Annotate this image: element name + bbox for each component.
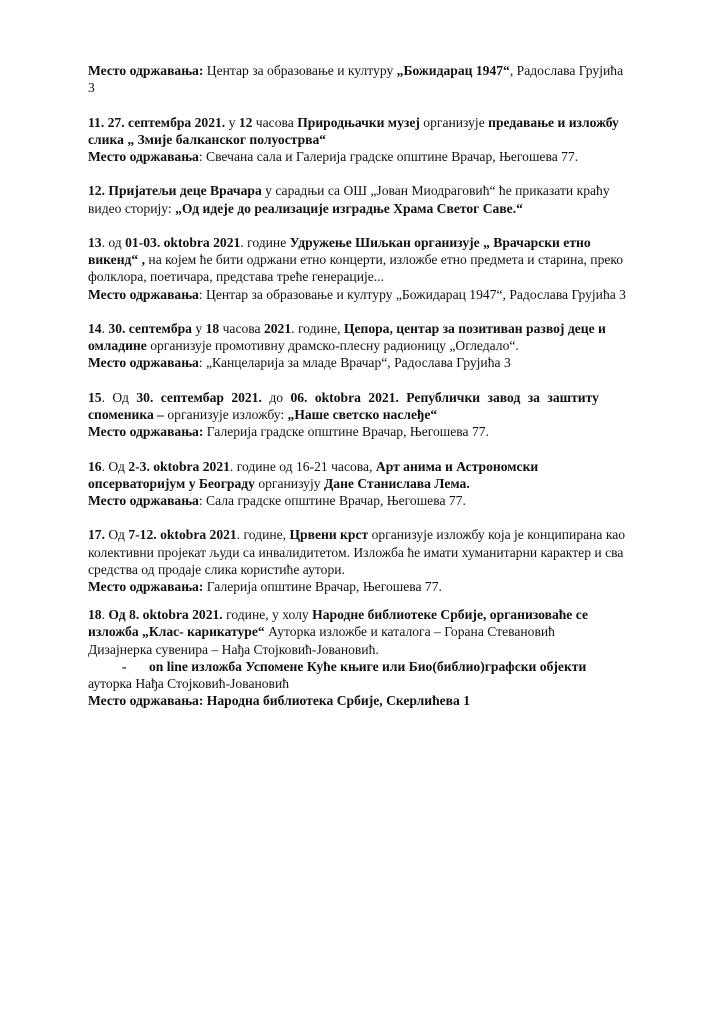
location-text: Галерија општине Врачар, Његошева 77. bbox=[203, 578, 442, 594]
text: године, у холу bbox=[222, 607, 313, 623]
text: у bbox=[191, 320, 206, 336]
event-title-cont: слика „ Змије балканског полуострва“ bbox=[88, 131, 327, 147]
organizer-cont: омладине bbox=[88, 338, 147, 354]
event-item-15 bbox=[88, 389, 688, 441]
bullet-item bbox=[88, 658, 688, 675]
item-number: 16 bbox=[88, 458, 102, 474]
text: . године bbox=[240, 234, 290, 250]
event-description: фолклора, поетичара, представа треће генерације... bbox=[88, 269, 384, 285]
event-title: „Наше светско наслеђе“ bbox=[287, 406, 438, 422]
event-title: изложба „Клас- карикатуре“ bbox=[88, 624, 265, 640]
text: до bbox=[261, 389, 291, 405]
event-title: „Од идеје до реализације изградње Храма Светог Саве.“ bbox=[175, 200, 523, 216]
event-item-17 bbox=[88, 526, 688, 595]
text: . године, bbox=[291, 320, 344, 336]
event-date: 2-3. oktobra 2021 bbox=[128, 458, 230, 474]
event-credits-cont: ауторка Нађа Стојковић-Јовановић bbox=[88, 676, 290, 691]
event-time: 12 bbox=[238, 114, 253, 130]
text: у сарадњи са ОШ „Јован Миодраговић“ ће приказати краћу bbox=[261, 183, 610, 199]
text: организује изложбу: bbox=[163, 406, 288, 422]
text: . Од bbox=[101, 458, 129, 474]
event-date: 7-12. oktobra 2021 bbox=[128, 527, 237, 543]
location-text: : „Канцеларија за младе Врачар“, Радослава Грујића 3 bbox=[198, 355, 511, 371]
location-line: Место одржавања: Народна библиотека Србије, Скерлићева 1 bbox=[88, 693, 471, 709]
text: часова bbox=[219, 320, 264, 336]
event-description: колективни пројекат људи са инвалидитетом. Изложба ће имати хуманитарни карактер и сва bbox=[88, 544, 624, 560]
location-label: Место одржавања: bbox=[88, 578, 204, 594]
event-time: 18 bbox=[205, 320, 220, 336]
location-text: Центар за образовање и културу bbox=[203, 63, 397, 78]
location-label: Место одржавања bbox=[88, 149, 199, 164]
text: . bbox=[101, 607, 109, 623]
event-credits: Дизајнерка сувенира – Нађа Стојковић-Јовановић. bbox=[88, 641, 379, 657]
item-number: 14 bbox=[88, 320, 102, 336]
event-date: 11. 27. септембра 2021. bbox=[88, 114, 226, 130]
text: . године од 16-21 часова, bbox=[229, 458, 376, 474]
bullet-text: on line изложба Успомене Куће књиге или Био(библио)графски објекти bbox=[149, 658, 587, 674]
event-date-start: 30. септембар 2021. bbox=[136, 389, 262, 405]
text: организују bbox=[254, 475, 324, 491]
organizer-cont: опсерваторијум у Београду bbox=[88, 475, 255, 491]
text: видео сторију: bbox=[88, 200, 176, 216]
location-address: , Радослава Грујића bbox=[509, 63, 624, 78]
location-label: Место одржавања bbox=[88, 492, 199, 508]
text: Од bbox=[105, 527, 129, 543]
location-text: : Сала градске општине Врачар, Његошева 77. bbox=[198, 492, 466, 508]
event-description-cont: средства од продаје слика користиће аутори. bbox=[88, 561, 345, 577]
event-item-12 bbox=[88, 182, 688, 216]
event-title-cont: викенд“ , bbox=[88, 252, 146, 268]
location-label: Место одржавања: bbox=[88, 424, 204, 440]
event-date: 30. септембра bbox=[108, 320, 192, 336]
location-text: : Центар за образовање и културу „Божидарац 1947“, Радослава Грујића 3 bbox=[198, 286, 626, 302]
organizer: Удружење Шиљкан организује „ Врачарски етно bbox=[289, 234, 591, 250]
text: организује промотивну драмско-плесну радионицу „Огледало“. bbox=[146, 338, 519, 354]
item-number: 15 bbox=[88, 389, 102, 405]
intro-location-line-2: 3 bbox=[88, 80, 95, 96]
organizer-cont: споменика – bbox=[88, 406, 164, 422]
text: организује изложбу која је конципирана као bbox=[368, 527, 626, 543]
event-date: 01-03. oktobra 2021 bbox=[125, 234, 241, 250]
organizer: 06. oktobra 2021. Републички завод за заштиту bbox=[290, 389, 599, 405]
intro-location-line bbox=[88, 62, 688, 79]
event-title: предавање и изложбу bbox=[488, 114, 619, 130]
text: часова bbox=[252, 114, 298, 130]
organizer: Цепора, центар за позитиван развој деце и bbox=[343, 320, 606, 336]
event-date: Од 8. oktobra 2021. bbox=[108, 607, 223, 623]
item-number: 13 bbox=[88, 234, 102, 250]
document-page bbox=[88, 62, 688, 709]
location-label: Место одржавања bbox=[88, 355, 199, 371]
event-year: 2021 bbox=[263, 320, 292, 336]
item-number: 18 bbox=[88, 607, 102, 623]
text: организује bbox=[419, 114, 489, 130]
location-label: Место одржавања bbox=[88, 286, 199, 302]
organizer: Народне библиотеке Србије, организоваће се bbox=[312, 607, 588, 623]
bullet-dash: - bbox=[122, 658, 127, 674]
text: . године, bbox=[236, 527, 290, 543]
organizer: Природњачки музеј bbox=[297, 114, 420, 130]
event-item-14 bbox=[88, 320, 688, 372]
event-item-11 bbox=[88, 114, 688, 166]
text: на којем ће бити одржани етно концерти, изложбе етно предмета и старина, преко bbox=[145, 252, 624, 268]
text: у bbox=[225, 114, 239, 130]
event-item-16 bbox=[88, 458, 688, 510]
location-text: Галерија градске општине Врачар, Његошева 77. bbox=[203, 424, 489, 440]
text: Ауторка изложбе и каталога – Горана Стевановић bbox=[264, 624, 555, 640]
text: . од bbox=[101, 234, 126, 250]
event-item-13 bbox=[88, 234, 688, 303]
item-number: 17. bbox=[88, 527, 105, 543]
text: . Од bbox=[101, 389, 137, 405]
location-text: : Свечана сала и Галерија градске општине Врачар, Његошева 77. bbox=[198, 149, 579, 164]
event-item-18 bbox=[88, 606, 688, 709]
venue-name: „Божидарац 1947“ bbox=[396, 63, 510, 78]
text: . bbox=[101, 320, 109, 336]
event-title: Дане Станислава Лема. bbox=[323, 475, 470, 491]
location-label: Место одржавања: bbox=[88, 63, 204, 78]
organizer: 12. Пријатељи деце Врачара bbox=[88, 183, 262, 199]
organizer: Арт анима и Астрономски bbox=[375, 458, 539, 474]
organizer: Црвени крст bbox=[289, 527, 369, 543]
